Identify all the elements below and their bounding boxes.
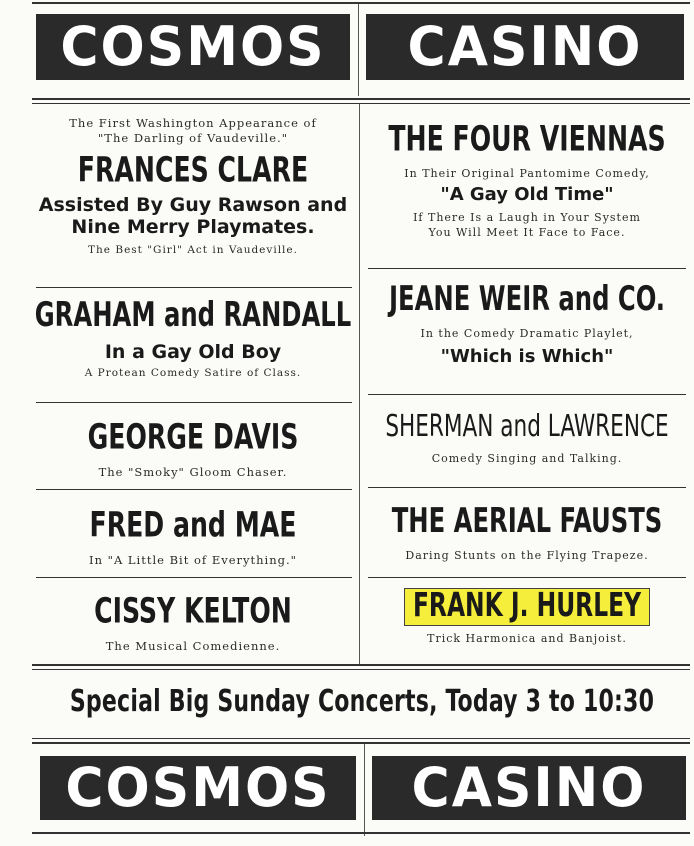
act-detail: "A Gay Old Time" (440, 184, 614, 205)
act-tagline: The Musical Comedienne. (105, 639, 281, 653)
left-divider (36, 402, 352, 403)
top-banner-cosmos (36, 14, 350, 80)
left-act-george-davis (30, 415, 356, 479)
right-divider (368, 487, 686, 488)
right-act-sherman-lawrence (362, 408, 692, 465)
special-concerts-text: Special Big Sunday Concerts, Today 3 to 10:30 (69, 682, 655, 719)
act-tagline: Trick Harmonica and Banjoist. (427, 632, 627, 645)
act-tagline: You Will Meet It Face to Face. (428, 226, 626, 239)
bottom-banner-casino-text: CASINO (411, 756, 647, 820)
act-name: THE AERIAL FAUSTS (391, 502, 663, 541)
act-intro: In the Comedy Dramatic Playlet, (420, 327, 634, 340)
right-divider (368, 394, 686, 395)
bottom-banner-cosmos (40, 756, 356, 820)
special-rule-bottom (32, 738, 690, 739)
left-act-cissy-kelton (30, 589, 356, 653)
top-banner-casino (366, 14, 684, 80)
act-name: FRANCES CLARE (77, 148, 309, 191)
bottom-banner-casino (372, 756, 686, 820)
act-intro: "The Darling of Vaudeville." (98, 131, 288, 145)
left-act-frances-clare (30, 116, 356, 256)
left-act-fred-mae (30, 503, 356, 567)
top-banner-divider (358, 4, 359, 96)
act-detail: In a Gay Old Boy (104, 341, 282, 363)
act-name: FRANK J. HURLEY (412, 587, 642, 625)
bottom-banner-divider (364, 744, 365, 836)
special-rule-top (32, 664, 690, 666)
highlight-box (404, 588, 650, 626)
act-tagline: The Best "Girl" Act in Vaudeville. (88, 244, 298, 256)
right-divider (368, 577, 686, 578)
left-divider (36, 577, 352, 578)
top-banner-cosmos-text: COSMOS (60, 15, 326, 79)
bottom-rule (32, 832, 690, 834)
act-name: GEORGE DAVIS (87, 415, 299, 458)
left-act-graham-randall (30, 296, 356, 379)
banner-rule-top (32, 98, 690, 100)
top-rule (32, 2, 690, 4)
act-tagline: If There Is a Laugh in Your System (413, 211, 641, 224)
act-detail: "Which is Which" (440, 346, 614, 367)
act-tagline: The "Smoky" Gloom Chaser. (98, 465, 288, 479)
right-act-jeane-weir (362, 280, 692, 367)
right-act-four-viennas (362, 117, 692, 239)
act-name: JEANE WEIR and CO. (388, 280, 666, 319)
act-tagline: Comedy Singing and Talking. (431, 452, 623, 465)
act-tagline: A Protean Comedy Satire of Class. (84, 367, 302, 379)
act-name: GRAHAM and RANDALL (34, 296, 352, 335)
left-divider (36, 287, 352, 288)
banner-rule-top-2 (32, 103, 690, 104)
column-divider (359, 104, 360, 664)
act-tagline: Daring Stunts on the Flying Trapeze. (405, 549, 649, 562)
act-name: FRED and MAE (89, 503, 297, 546)
bottom-banner-cosmos-text: COSMOS (65, 756, 331, 820)
right-divider (368, 268, 686, 269)
top-banner-casino-text: CASINO (407, 15, 643, 79)
right-act-frank-hurley (362, 588, 692, 645)
act-tagline: In "A Little Bit of Everything." (89, 553, 297, 567)
left-divider (36, 489, 352, 490)
right-act-aerial-fausts (362, 502, 692, 562)
act-name: THE FOUR VIENNAS (388, 117, 666, 160)
special-concerts (34, 682, 690, 719)
act-intro: The First Washington Appearance of (69, 116, 317, 130)
special-rule-top-2 (32, 669, 690, 670)
special-rule-bottom-2 (32, 742, 690, 744)
act-name: CISSY KELTON (94, 589, 292, 632)
act-intro: In Their Original Pantomime Comedy, (404, 167, 650, 180)
act-detail: Nine Merry Playmates. (71, 216, 315, 238)
act-detail: Assisted By Guy Rawson and (38, 194, 348, 216)
act-name: SHERMAN and LAWRENCE (385, 408, 669, 444)
